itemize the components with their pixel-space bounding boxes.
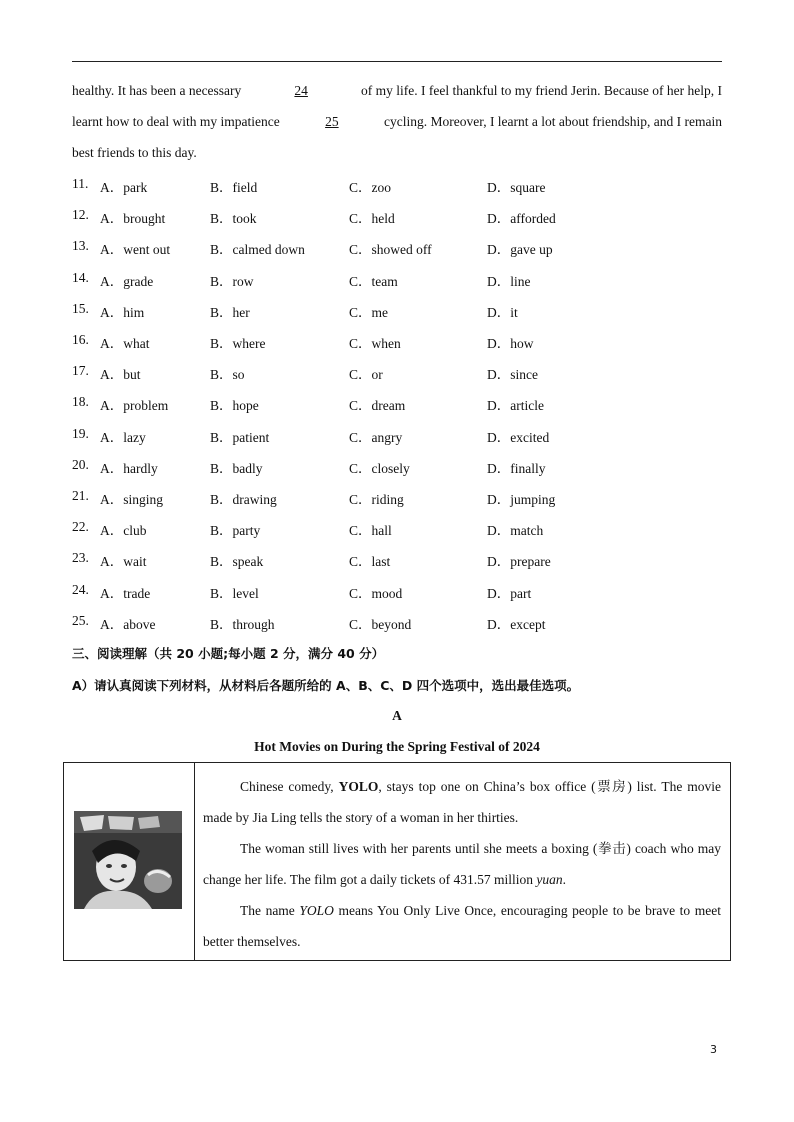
question-number: 15. [72,300,89,316]
option-c: C．closely [349,460,410,476]
question-number: 18. [72,394,89,410]
option-b: B．took [210,211,257,227]
question-number: 14. [72,269,89,285]
blank-25: 25 [325,114,339,129]
passage-text: of my life. I feel thankful to my friend Jerin. Because of her help, I [361,83,722,98]
option-c: C．zoo [349,180,391,195]
question-number: 24. [72,581,89,597]
article-paragraph-3 [203,895,721,957]
option-b: B．field [210,180,258,195]
option-a: A．but [100,367,141,383]
article-paragraph-2 [203,833,721,895]
passage-line-2 [72,114,722,130]
option-a: A．brought [100,211,166,227]
article-cell [195,763,731,961]
option-d: D．match [487,523,544,539]
option-a: A．club [100,523,147,539]
option-c: C．riding [349,492,404,507]
option-b: B．speak [210,554,264,570]
option-d: D．prepare [487,554,551,570]
question-number: 19. [72,425,89,441]
option-a: A．problem [100,398,169,414]
option-b: B．drawing [210,492,277,507]
blank-24: 24 [294,83,308,98]
option-d: D．square [487,180,546,195]
passage-text: healthy. It has been a necessary [72,83,242,98]
option-b: B．patient [210,429,270,445]
option-b: B．her [210,304,250,320]
option-c: C．team [349,273,398,289]
option-d: D．afforded [487,211,556,227]
option-a: A．trade [100,585,151,601]
option-c: C．dream [349,398,406,414]
option-a: A．above [100,616,156,632]
option-a: A．him [100,304,145,320]
option-a: A．lazy [100,429,146,445]
question-number: 23. [72,550,89,566]
text-run: means You Only Live Once, encouraging people to be brave to meet better themselves. [203,903,721,949]
option-a: A．park [100,180,148,195]
option-a: A．went out [100,242,171,258]
question-number: 12. [72,207,89,223]
option-d: D．excited [487,429,550,445]
option-a: A．what [100,336,150,351]
poster-cell [64,763,195,961]
option-b: B．so [210,367,245,383]
option-c: C．showed off [349,242,432,258]
option-c: C．hall [349,523,392,539]
text-run: Chinese comedy, [240,779,339,794]
article-table [63,762,731,961]
option-d: D．finally [487,460,546,476]
question-number: 17. [72,363,89,379]
question-number: 25. [72,612,89,628]
option-a: A．singing [100,492,164,507]
page-number: 3 [710,1043,717,1056]
option-d: D．except [487,616,546,632]
option-c: C．angry [349,429,403,445]
text-run: . [562,872,567,887]
option-d: D．part [487,585,532,601]
option-b: B．where [210,336,266,351]
option-a: A．hardly [100,460,158,476]
text-run: , stays top one on China’s box office (票房) list. The movie made by Jia Ling tells the story of a woman in her thirties. [203,779,721,825]
option-d: D．jumping [487,492,556,507]
option-b: B．party [210,523,261,539]
passage-text: learnt how to deal with my impatience [72,114,280,129]
option-c: C．when [349,336,401,351]
option-d: D．gave up [487,242,553,258]
option-d: D．line [487,273,531,289]
option-b: B．hope [210,398,259,414]
section-heading: 三、阅读理解（共 20 小题;每小题 2 分，满分 40 分） [72,646,385,661]
passage-letter: A [392,708,402,723]
passage-line-3: best friends to this day. [72,145,197,160]
option-b: B．calmed down [210,242,305,258]
question-number: 22. [72,519,89,535]
question-number: 20. [72,456,89,472]
section-instruction: A）请认真阅读下列材料，从材料后各题所给的 A、B、C、D 四个选项中，选出最佳选项。 [72,678,580,693]
option-c: C．beyond [349,616,412,632]
option-c: C．held [349,211,395,227]
text-run: The name [240,903,300,918]
question-number: 16. [72,332,89,347]
option-a: A．grade [100,273,154,289]
option-d: D．how [487,336,534,351]
movie-name-italic: YOLO [299,903,334,918]
option-a: A．wait [100,554,147,570]
passage-line-1 [72,83,722,99]
option-c: C．last [349,554,391,570]
movie-poster-image [74,811,182,909]
article-paragraph-1 [203,771,721,833]
text-run: The woman still lives with her parents until she meets a boxing (拳击) coach who may change her life. The film got a daily tickets of 431.57 million [203,841,721,887]
passage-text: cycling. Moreover, I learnt a lot about friendship, and I remain [384,114,722,129]
option-b: B．through [210,616,275,632]
option-b: B．badly [210,460,263,476]
option-b: B．level [210,585,259,601]
article-title: Hot Movies on During the Spring Festival of 2024 [254,739,540,754]
option-c: C．me [349,304,388,320]
question-number: 13. [72,238,89,254]
question-number: 21. [72,488,89,503]
header-rule [72,61,722,62]
option-c: C．or [349,367,383,383]
option-b: B．row [210,273,254,289]
option-d: D．it [487,304,518,320]
question-number: 11. [72,176,89,191]
option-d: D．article [487,398,544,414]
currency-italic: yuan [536,872,563,887]
option-c: C．mood [349,585,403,601]
option-d: D．since [487,367,538,383]
movie-name-bold: YOLO [338,779,379,794]
